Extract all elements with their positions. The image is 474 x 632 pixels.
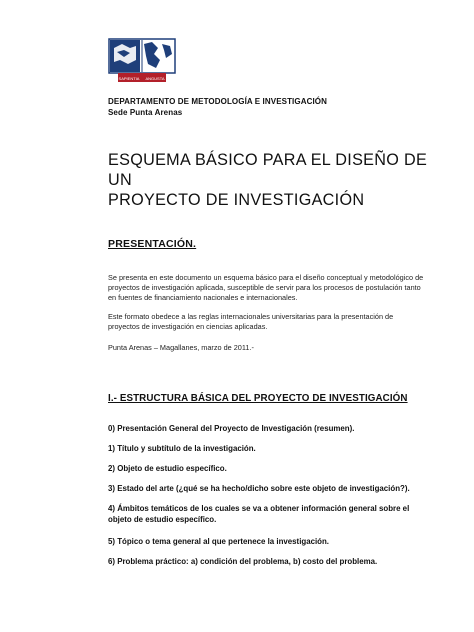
presentation-paragraph-1: Se presenta en este documento un esquema básico para el diseño conceptual y metodológico de proyectos de investigación aplicada, susceptible de servir para los procesos de postulación tanto en fuentes de financiamiento nacionales e internacionales. [108, 273, 424, 303]
list-item: 6) Problema práctico: a) condición del problema, b) costo del problema. [108, 557, 378, 566]
list-item: 1) Título y subtítulo de la investigación. [108, 444, 256, 453]
ribbon-right-text: ANGUSTA [145, 76, 165, 81]
list-item: 0) Presentación General del Proyecto de Investigación (resumen). [108, 424, 355, 433]
department-name: DEPARTAMENTO DE METODOLOGÍA E INVESTIGACIÓN [108, 97, 327, 106]
title-line-1: ESQUEMA BÁSICO PARA EL DISEÑO DE UN [108, 151, 428, 189]
department-header [108, 96, 327, 118]
section-heading: I.- ESTRUCTURA BÁSICA DEL PROYECTO DE INVESTIGACIÓN [108, 393, 408, 404]
presentation-heading: PRESENTACIÓN. [108, 238, 197, 250]
university-crest-icon [108, 38, 176, 84]
place-date: Punta Arenas – Magallanes, marzo de 2011.- [108, 343, 254, 352]
list-item: 5) Tópico o tema general al que pertenece la investigación. [108, 537, 330, 546]
presentation-paragraph-2: Este formato obedece a las reglas internacionales universitarias para la presentación de proyectos de investigación en ciencias aplicadas. [108, 312, 394, 332]
list-item: 3) Estado del arte (¿qué se ha hecho/dicho sobre este objeto de investigación?). [108, 484, 410, 493]
list-item: 4) Ámbitos temáticos de los cuales se va a obtener información general sobre el objeto de estudio específico. [108, 504, 410, 524]
title-line-2: PROYECTO DE INVESTIGACIÓN [108, 191, 365, 209]
ribbon-left-text: SAPIENTIA [118, 76, 140, 81]
campus-name: Sede Punta Arenas [108, 108, 183, 117]
document-title [108, 150, 438, 210]
list-item: 2) Objeto de estudio específico. [108, 464, 227, 473]
